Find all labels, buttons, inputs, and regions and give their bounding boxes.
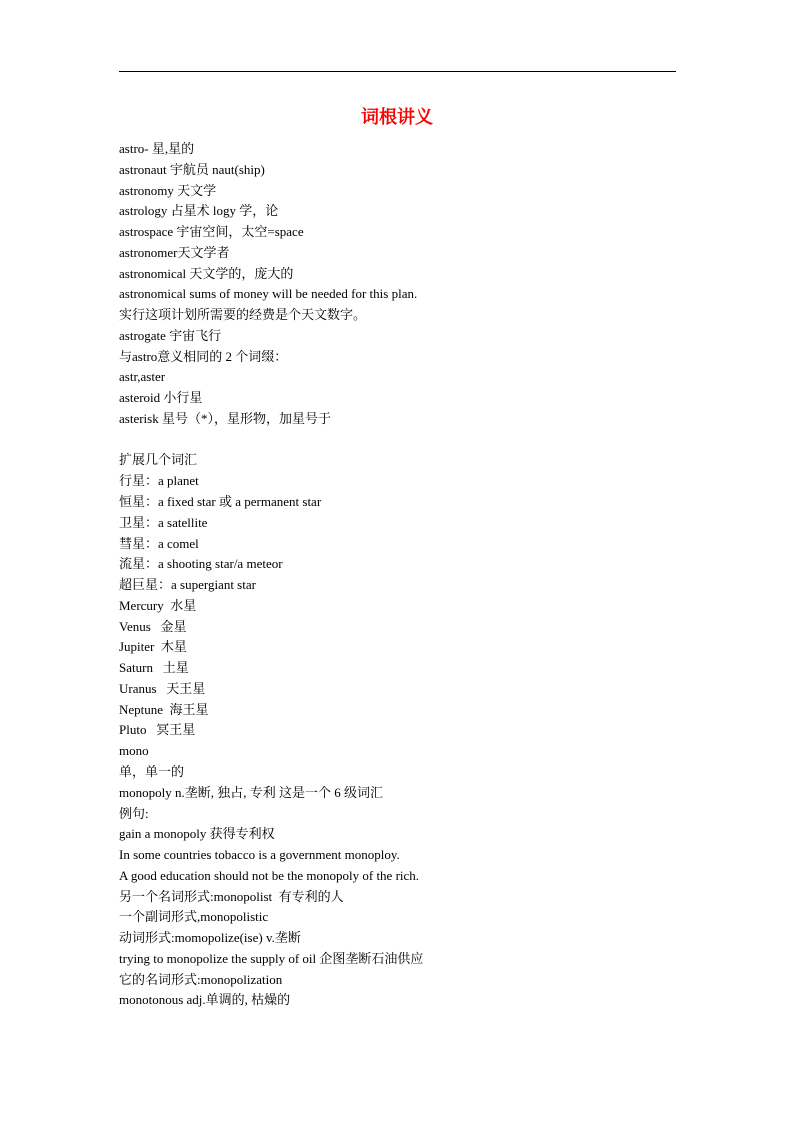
text-line: trying to monopolize the supply of oil 企图垄断石油供应 <box>119 950 424 966</box>
text-line: monotonous adj.单调的, 枯燥的 <box>119 992 291 1008</box>
text-line: 流星：a shooting star/a meteor <box>119 556 283 572</box>
text-line: 例句: <box>119 805 149 821</box>
text-line: 动词形式:momopolize(ise) v.垄断 <box>119 930 301 946</box>
text-line: 它的名词形式:monopolization <box>119 971 283 987</box>
text-line: 另一个名词形式:monopolist 有专利的人 <box>119 888 344 904</box>
text-line: 恒星：a fixed star 或 a permanent star <box>119 494 322 510</box>
text-line: astronomer天文学者 <box>119 244 230 260</box>
text-line: 一个副词形式,monopolistic <box>119 909 269 925</box>
text-line: astronomical sums of money will be needed for this plan. <box>119 286 418 302</box>
text-line: 实行这项计划所需要的经费是个天文数字。 <box>119 307 367 323</box>
text-line: Venus 金星 <box>119 618 187 634</box>
text-line: astronaut 宇航员 naut(ship) <box>119 161 265 177</box>
header-rule <box>119 71 676 72</box>
document-body <box>119 139 679 1011</box>
document-title: 词根讲义 <box>361 107 433 128</box>
text-line: astrospace 宇宙空间，太空=space <box>119 224 304 240</box>
text-line: astrogate 宇宙飞行 <box>119 327 222 343</box>
text-line: gain a monopoly 获得专利权 <box>119 826 275 842</box>
text-line: Jupiter 木星 <box>119 639 187 655</box>
text-line: 卫星：a satellite <box>119 514 208 530</box>
text-line: 行星：a planet <box>119 473 199 489</box>
text-line: 彗星：a comel <box>119 535 199 551</box>
text-line: 与astro意义相同的 2 个词缀： <box>119 348 288 364</box>
text-line: astronomy 天文学 <box>119 182 217 198</box>
text-line: In some countries tobacco is a government monoploy. <box>119 847 400 863</box>
text-line: astrology 占星术 logy 学，论 <box>119 203 279 219</box>
text-line: Mercury 水星 <box>119 597 197 613</box>
text-line: Uranus 天王星 <box>119 680 206 696</box>
text-line: mono <box>119 743 149 759</box>
text-line: astr,aster <box>119 369 166 385</box>
text-line: 单，单一的 <box>119 763 185 779</box>
text-line: asteroid 小行星 <box>119 390 203 406</box>
text-line: Pluto 冥王星 <box>119 722 196 738</box>
section-heading: 扩展几个词汇 <box>119 452 198 468</box>
text-line: Saturn 土星 <box>119 660 189 676</box>
text-line: monopoly n.垄断, 独占, 专利 这是一个 6 级词汇 <box>119 784 383 800</box>
text-line: astronomical 天文学的，庞大的 <box>119 265 294 281</box>
text-line: 超巨星：a supergiant star <box>119 577 256 593</box>
blank-line <box>119 430 679 451</box>
text-line: astro- 星,星的 <box>119 141 195 156</box>
text-line: Neptune 海王星 <box>119 701 209 717</box>
text-line: A good education should not be the monopoly of the rich. <box>119 867 420 883</box>
text-line: asterisk 星号（*），星形物，加星号于 <box>119 410 331 426</box>
